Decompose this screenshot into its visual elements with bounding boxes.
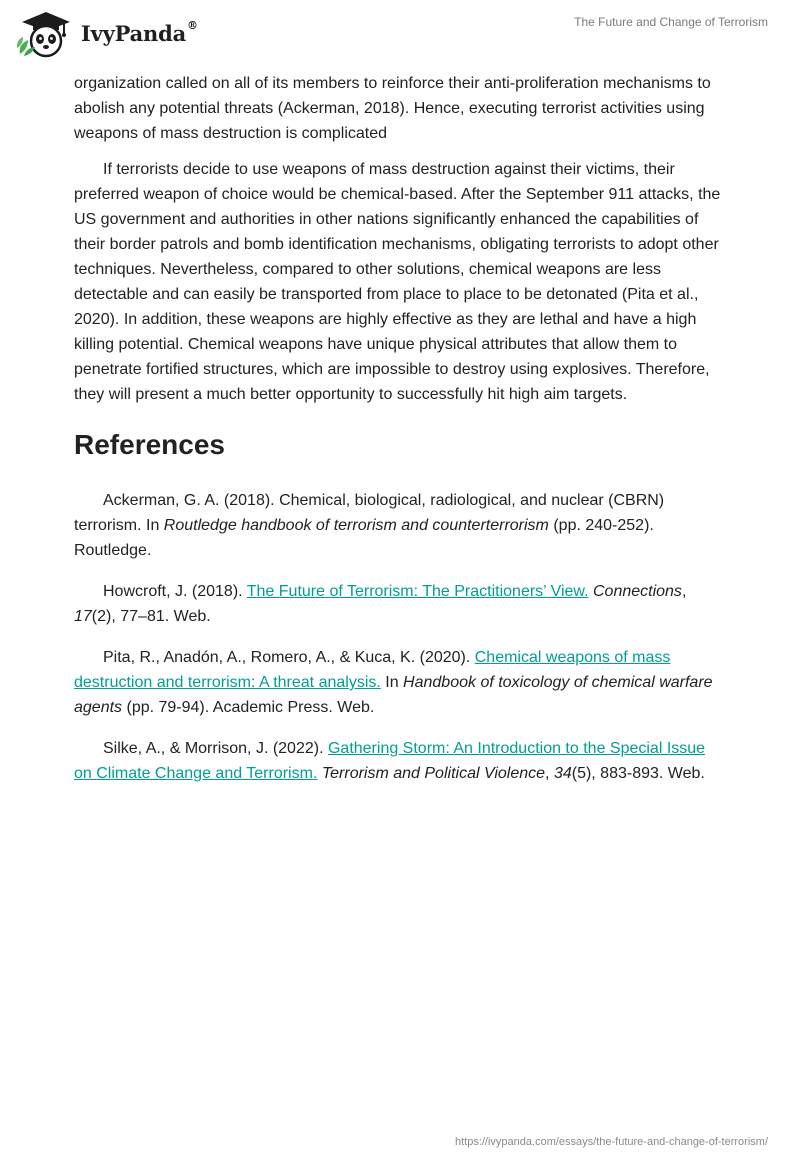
brand-name: IvyPanda® <box>81 18 198 46</box>
panda-graduate-icon <box>14 8 74 58</box>
document-title: The Future and Change of Terrorism <box>574 15 768 29</box>
reference-item: Ackerman, G. A. (2018). Chemical, biological, radiological, and nuclear (CBRN) terrorism. In Routledge handbook of terrorism and counterterrorism (pp. 240-252). Routledge. <box>74 492 665 559</box>
source-url: https://ivypanda.com/essays/the-future-and-change-of-terrorism/ <box>454 1136 768 1148</box>
essay-content <box>74 71 724 802</box>
references-heading: References <box>74 429 225 460</box>
ivypanda-logo[interactable] <box>14 8 198 58</box>
reference-link[interactable]: Chemical weapons of mass destruction and terrorism: A threat analysis. <box>74 649 671 691</box>
reference-link[interactable]: Gathering Storm: An Introduction to the Special Issue on Climate Change and Terrorism. <box>74 740 706 782</box>
body-paragraph: If terrorists decide to use weapons of mass destruction against their victims, their preferred weapon of choice would be chemical-based. After the September 911 attacks, the US government and authorities in other nations significantly enhanced the capabilities of their border patrols and bomb identification mechanisms, obligating terrorists to adopt other techniques. Nevertheless, compared to other solutions, chemical weapons are less detectable and can easily be transported from place to place to be detonated (Pita et al., 2020). In addition, these weapons are highly effective as they are lethal and have a high killing potential. Chemical weapons have unique physical attributes that allow them to penetrate fortified structures, which are impossible to destroy using explosives. Therefore, they will present a much better opportunity to successfully hit high aim targets. <box>74 161 721 403</box>
body-paragraph: organization called on all of its members to reinforce their anti-proliferation mechanisms to abolish any potential threats (Ackerman, 2018). Hence, executing terrorist activities using weapons of mass destruction is complicated <box>74 75 711 142</box>
reference-link[interactable]: The Future of Terrorism: The Practitioners’ View. <box>246 583 589 600</box>
page-header <box>0 0 800 66</box>
reference-item: Howcroft, J. (2018). The Future of Terrorism: The Practitioners’ View. Connections, 17(2), 77–81. Web. <box>74 583 687 625</box>
reference-item: Pita, R., Anadón, A., Romero, A., & Kuca, K. (2020). Chemical weapons of mass destruction and terrorism: A threat analysis. In Handbook of toxicology of chemical warfare agents (pp. 79-94). Academic Press. Web. <box>74 649 713 716</box>
reference-item: Silke, A., & Morrison, J. (2022). Gathering Storm: An Introduction to the Special Issue on Climate Change and Terrorism. Terrorism and Political Violence, 34(5), 883-893. Web. <box>74 740 706 782</box>
